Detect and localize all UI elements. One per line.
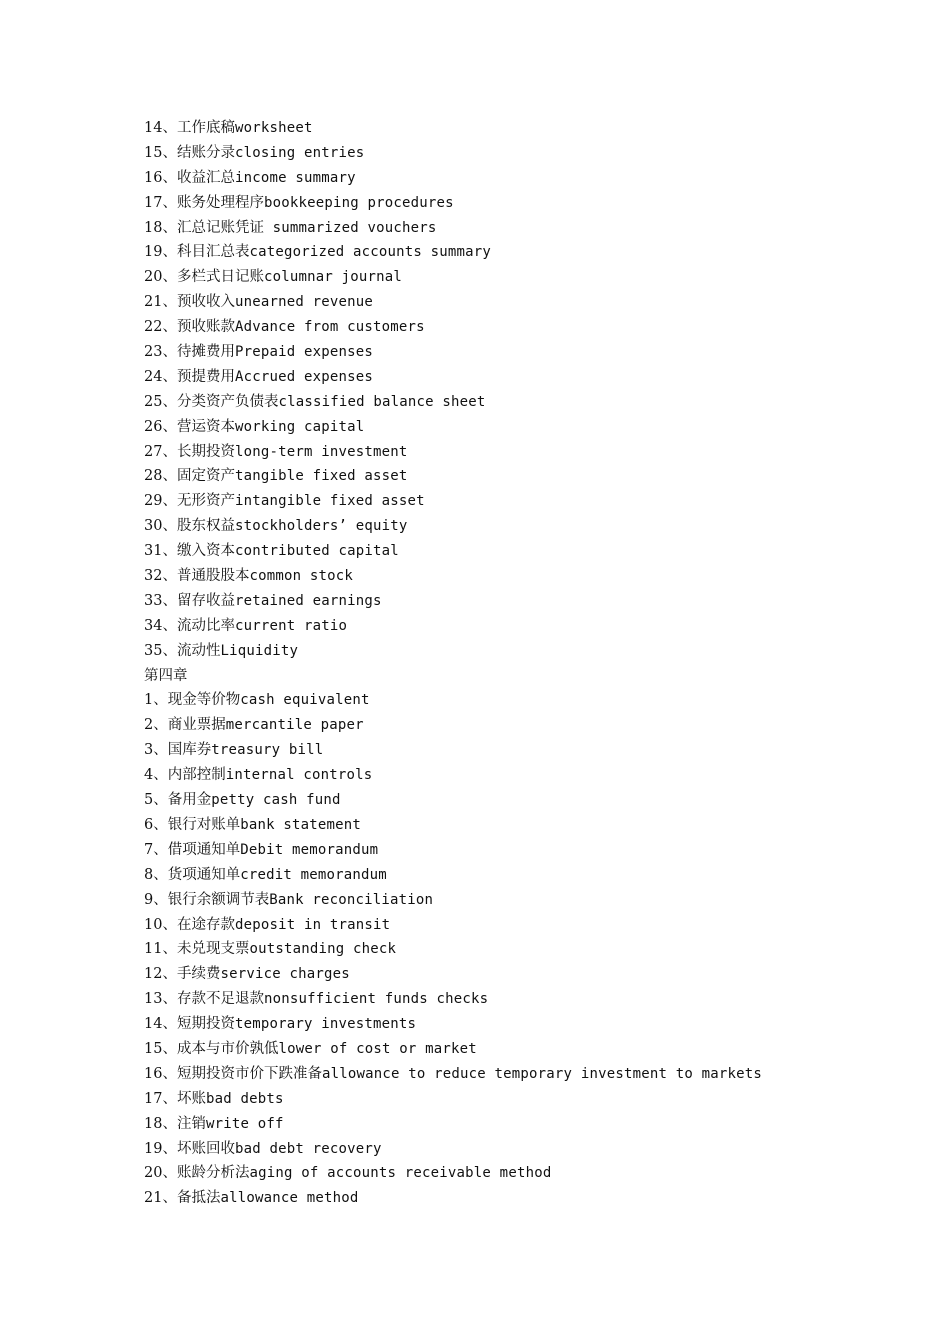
term-english: closing entries: [234, 144, 365, 161]
term-chinese: 17、坏账: [144, 1090, 206, 1107]
term-chinese: 6、银行对账单: [144, 816, 241, 833]
term-chinese: 29、无形资产: [144, 493, 235, 510]
glossary-line: [144, 191, 924, 216]
glossary-line: [144, 539, 924, 564]
term-chinese: 26、营运资本: [144, 418, 235, 435]
glossary-line: [144, 240, 924, 265]
glossary-line: [144, 564, 924, 589]
term-english: unearned revenue: [234, 294, 374, 311]
glossary-line: [144, 639, 924, 664]
term-english: Advance from customers: [234, 319, 425, 336]
term-chinese: 4、内部控制: [144, 767, 226, 784]
term-english: outstanding check: [249, 941, 397, 958]
glossary-line: [144, 888, 924, 913]
term-chinese: 18、注销: [144, 1115, 206, 1132]
term-english: lower of cost or market: [278, 1040, 477, 1057]
glossary-line: [144, 1112, 924, 1137]
term-english: deposit in transit: [234, 916, 391, 933]
term-chinese: 31、缴入资本: [144, 543, 235, 560]
term-chinese: 34、流动比率: [144, 617, 235, 634]
term-chinese: 7、借项通知单: [144, 841, 241, 858]
term-english: service charges: [220, 966, 350, 983]
glossary-line: [144, 265, 924, 290]
term-english: contributed capital: [234, 543, 399, 560]
term-chinese: 28、固定资产: [144, 468, 235, 485]
glossary-line: [144, 688, 924, 713]
term-chinese: 20、多栏式日记账: [144, 269, 264, 286]
term-chinese: 11、未兑现支票: [144, 941, 250, 958]
term-chinese: 18、汇总记账凭证: [144, 219, 264, 236]
term-english: intangible fixed asset: [234, 493, 425, 510]
term-english: stockholders’ equity: [234, 518, 408, 535]
term-english: current ratio: [234, 617, 348, 634]
term-chinese: 33、留存收益: [144, 592, 235, 609]
term-chinese: 15、成本与市价孰低: [144, 1040, 279, 1057]
glossary-line: [144, 390, 924, 415]
term-english: mercantile paper: [225, 717, 364, 734]
term-english: categorized accounts summary: [249, 244, 492, 261]
term-chinese: 22、预收账款: [144, 319, 235, 336]
term-chinese: 14、工作底稿: [144, 120, 235, 136]
term-english: income summary: [234, 169, 356, 186]
glossary-line: [144, 937, 924, 962]
glossary-line: [144, 1062, 924, 1087]
term-chinese: 16、收益汇总: [144, 169, 235, 186]
term-chinese: 24、预提费用: [144, 368, 235, 385]
term-english: Prepaid expenses: [234, 344, 374, 361]
term-chinese: 23、待摊费用: [144, 344, 235, 361]
term-chinese: 3、国库券: [144, 742, 212, 759]
term-chinese: 12、手续费: [144, 966, 221, 983]
term-chinese: 32、普通股股本: [144, 568, 250, 585]
term-english: write off: [205, 1115, 284, 1132]
term-chinese: 9、银行余额调节表: [144, 891, 270, 908]
term-chinese: 第四章: [144, 667, 188, 684]
term-english: cash equivalent: [240, 692, 370, 709]
term-english: petty cash fund: [211, 792, 341, 809]
term-english: allowance to reduce temporary investment to markets: [321, 1065, 763, 1082]
term-chinese: 10、在途存款: [144, 916, 235, 933]
glossary-line: [144, 1037, 924, 1062]
glossary-line: [144, 440, 924, 465]
term-chinese: 25、分类资产负债表: [144, 393, 279, 410]
term-english: common stock: [249, 568, 353, 585]
term-english: long-term investment: [234, 443, 408, 460]
term-chinese: 21、备抵法: [144, 1190, 221, 1207]
glossary-line: [144, 614, 924, 639]
term-chinese: 1、现金等价物: [144, 692, 241, 709]
term-chinese: 13、存款不足退款: [144, 991, 264, 1008]
term-chinese: 16、短期投资市价下跌准备: [144, 1065, 322, 1082]
glossary-line: [144, 962, 924, 987]
term-english: Debit memorandum: [240, 841, 379, 858]
glossary-line: [144, 166, 924, 191]
glossary-line: [144, 365, 924, 390]
term-english: worksheet: [234, 120, 313, 136]
glossary-line: [144, 1087, 924, 1112]
term-chinese: 5、备用金: [144, 792, 212, 809]
term-chinese: 19、科目汇总表: [144, 244, 250, 261]
term-english: bad debt recovery: [234, 1140, 382, 1157]
glossary-line: [144, 315, 924, 340]
term-chinese: 17、账务处理程序: [144, 194, 264, 211]
term-chinese: 35、流动性: [144, 642, 221, 659]
glossary-line: [144, 340, 924, 365]
term-english: aging of accounts receivable method: [249, 1165, 552, 1182]
term-english: summarized vouchers: [263, 219, 437, 236]
term-english: tangible fixed asset: [234, 468, 408, 485]
glossary-line: [144, 216, 924, 241]
term-chinese: 2、商业票据: [144, 717, 226, 734]
term-english: classified balance sheet: [278, 393, 486, 410]
glossary-line: [144, 713, 924, 738]
glossary-line: [144, 863, 924, 888]
term-chinese: 30、股东权益: [144, 518, 235, 535]
term-english: allowance method: [220, 1190, 359, 1207]
glossary-line: [144, 141, 924, 166]
term-english: internal controls: [225, 767, 373, 784]
term-english: Accrued expenses: [234, 368, 374, 385]
term-english: bookkeeping procedures: [263, 194, 454, 211]
term-english: credit memorandum: [240, 866, 387, 883]
glossary-line: [144, 589, 924, 614]
glossary-line: [144, 664, 924, 689]
term-english: working capital: [234, 418, 365, 435]
term-chinese: 15、结账分录: [144, 144, 235, 161]
glossary-line: [144, 838, 924, 863]
term-english: Liquidity: [220, 642, 299, 659]
glossary-line: [144, 763, 924, 788]
glossary-line: [144, 987, 924, 1012]
glossary-line: [144, 1161, 924, 1186]
term-chinese: 19、坏账回收: [144, 1140, 235, 1157]
glossary-line: [144, 116, 924, 141]
glossary-line: [144, 1012, 924, 1037]
term-english: nonsufficient funds checks: [263, 991, 489, 1008]
glossary-line: [144, 738, 924, 763]
glossary-line: [144, 1186, 924, 1211]
term-chinese: 27、长期投资: [144, 443, 235, 460]
term-english: Bank reconciliation: [269, 891, 434, 908]
glossary-line: [144, 489, 924, 514]
term-chinese: 8、货项通知单: [144, 866, 241, 883]
glossary-line: [144, 415, 924, 440]
term-english: temporary investments: [234, 1016, 417, 1033]
document-body: [144, 116, 924, 1211]
glossary-line: [144, 464, 924, 489]
term-chinese: 20、账龄分析法: [144, 1165, 250, 1182]
term-english: retained earnings: [234, 592, 382, 609]
term-english: treasury bill: [211, 742, 324, 759]
term-chinese: 21、预收收入: [144, 294, 235, 311]
glossary-line: [144, 1137, 924, 1162]
glossary-line: [144, 514, 924, 539]
term-english: bank statement: [240, 816, 362, 833]
glossary-line: [144, 788, 924, 813]
term-chinese: 14、短期投资: [144, 1016, 235, 1033]
glossary-line: [144, 290, 924, 315]
glossary-line: [144, 913, 924, 938]
glossary-line: [144, 813, 924, 838]
term-english: bad debts: [205, 1090, 284, 1107]
term-english: columnar journal: [263, 269, 403, 286]
